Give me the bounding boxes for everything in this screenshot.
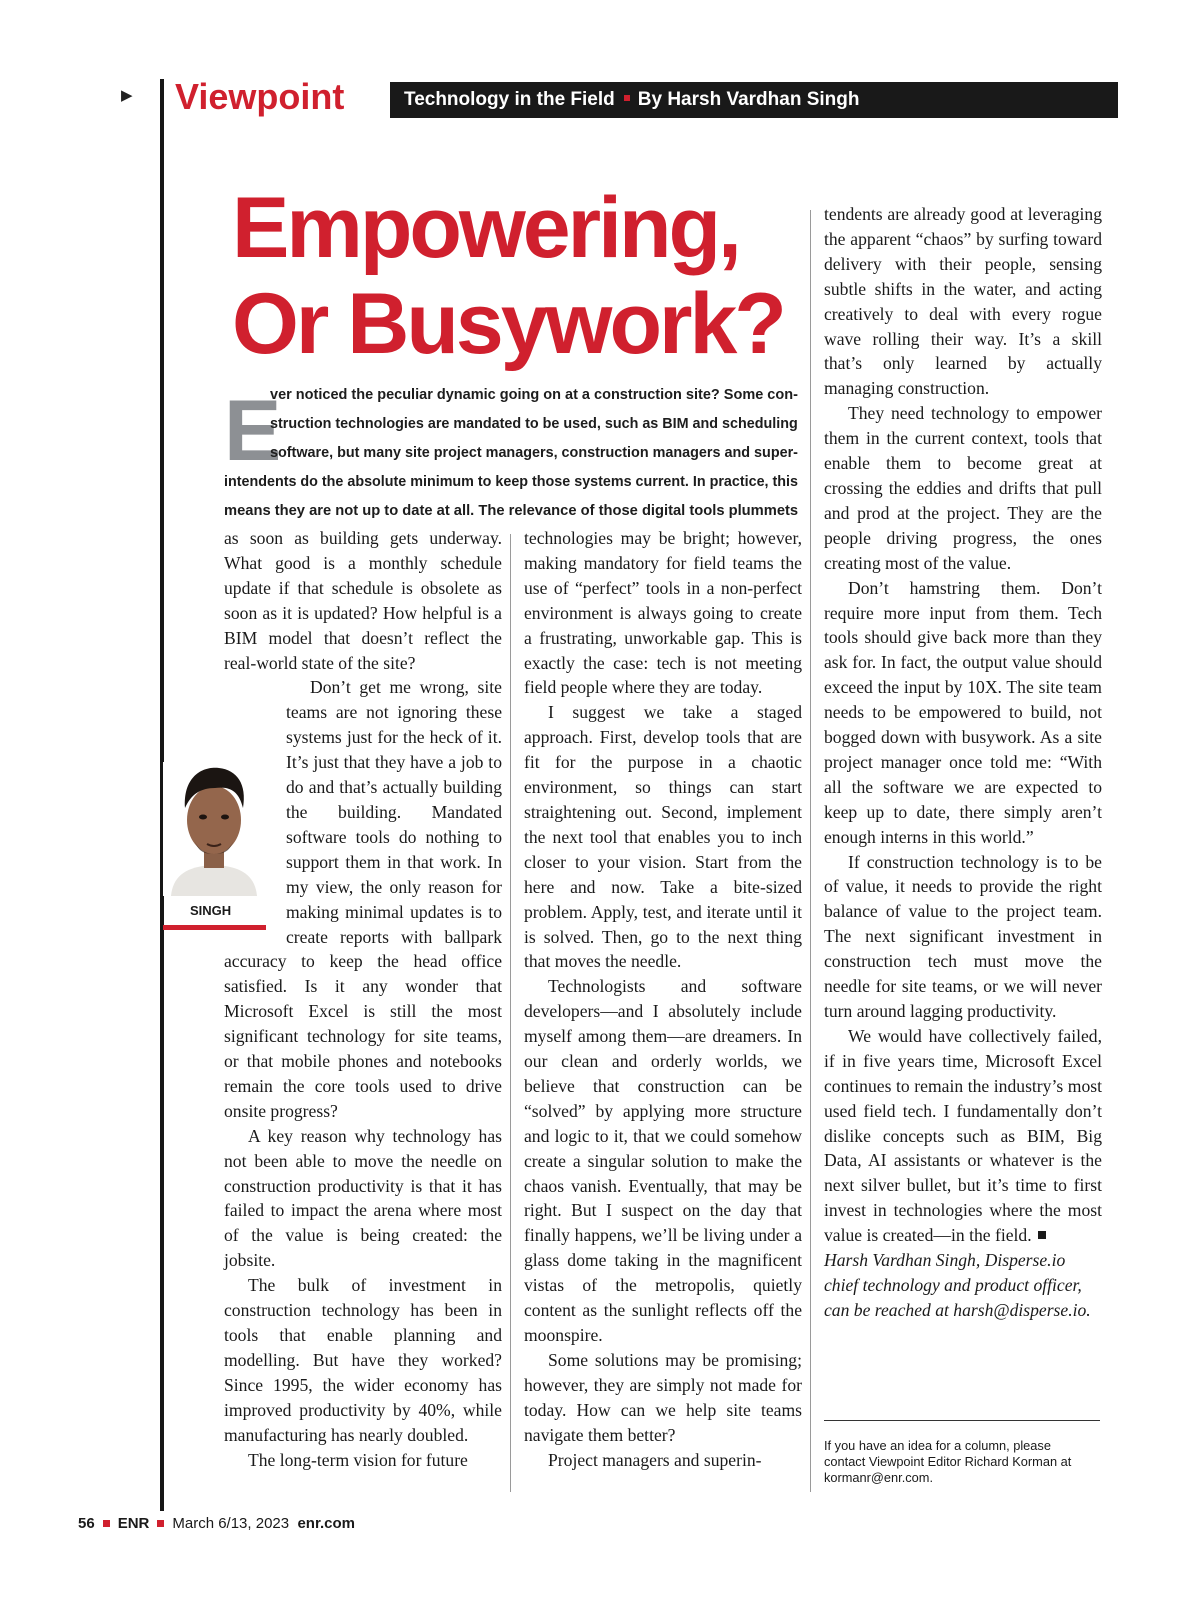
page-footer (78, 1515, 355, 1532)
column-rule (810, 210, 811, 1492)
body-paragraph: The long-term vision for future (248, 1449, 468, 1470)
body-paragraph: Project managers and superin- (548, 1449, 762, 1470)
lead-line: software, but many site project managers, construction managers and super- (270, 444, 798, 461)
photo-caption: SINGH (190, 903, 232, 918)
lead-line: struction technologies are mandated to be used, such as BIM and scheduling (270, 415, 798, 432)
author-signature: Harsh Vardhan Singh, Disperse.io chief technology and product officer, can be reached at harsh@disperse.io. (824, 1250, 1091, 1320)
magazine-name: ENR (117, 1515, 150, 1532)
lead-line: intendents do the absolute minimum to keep those systems current. In practice, this (224, 473, 798, 490)
lead-line: means they are not up to date at all. The relevance of those digital tools plummets (224, 502, 799, 519)
body-paragraph: Some solutions may be promising; however, they are simply not made for today. How can we help site teams navigate them better? (524, 1349, 802, 1445)
body-paragraph: They need technology to empower them in the current context, tools that enable them to become great at crossing the eddies and drifts that pull and prod at the project. They are the people driving progress, the ones creating most of the value. (824, 403, 1102, 573)
body-column-1 (224, 526, 502, 1472)
body-paragraph: as soon as building gets underway. What good is a monthly schedule update if that schedule is obsolete as soon as it is updated? How helpful is a BIM model that doesn’t reflect the real-world state of the site? (224, 528, 502, 673)
headline (232, 180, 832, 372)
author-photo (163, 762, 265, 896)
body-paragraph: I suggest we take a staged approach. First, develop tools that are fit for the purpose in a chaotic environment, so things can start straightening out. Second, implement the next tool that enables you to inch closer to your vision. Start from the here and now. Take a bite-sized problem. Apply, test, and iterate until it is solved. Then, go to the next thing that moves the needle. (524, 702, 802, 972)
closing-text: We would have collectively failed, if in five years time, Microsoft Excel continues to remain the industry’s most used field tech. I fundamentally don’t dislike concepts such as BIM, Big Data, AI assistants or whatever is the next silver bullet, but it’s time to first invest in technologies where the most value is created—in the field. (824, 1025, 1102, 1246)
section-arrow-icon: ▶ (121, 86, 133, 104)
lead-line: ver noticed the peculiar dynamic going on at a construction site? Some con- (270, 386, 798, 403)
footer-square-icon (103, 1520, 110, 1527)
headline-line-2: Or Busywork? (232, 276, 784, 372)
body-paragraph: Don’t get me wrong, site teams are not ignoring these systems just for the heck of it. It’s just that they have a job to do and that’s actually building the building. Mandated software tools do nothing to support them in that work. In my view, the only reason for making minimal updates is to create reports with ballpark accuracy to keep the head office satisfied. Is it any wonder that Microsoft Excel is still the most significant technology for site teams, or that mobile phones and notebooks remain the core tools used to drive onsite progress? (224, 677, 502, 1121)
body-column-2 (524, 526, 802, 1472)
separator-square-icon (624, 95, 630, 101)
end-mark-icon (1038, 1231, 1046, 1239)
body-column-3 (824, 202, 1102, 1323)
body-paragraph: Technologists and software developers—and I absolutely include myself among them—are dreamers. In our clean and orderly worlds, we believe that construction can be “solved” by applying more structure and logic to it, that we could somehow create a singular solution to make the chaos vanish. Eventually, that may be right. But I suspect on the day that finally happens, we’ll be living under a glass dome taking in the magnificent vistas of the metropolis, quietly content as the sunlight reflects off the moonspire. (524, 976, 802, 1345)
page-number: 56 (78, 1515, 95, 1532)
body-paragraph (824, 1024, 1102, 1248)
column-rule (510, 534, 511, 1492)
section-title: Viewpoint (175, 76, 345, 117)
body-paragraph: If construction technology is to be of value, it needs to provide the right balance of value to the project team. The next significant investment in construction tech must move the needle for site teams, or we will never turn around lagging productivity. (824, 851, 1102, 1021)
editor-note: If you have an idea for a column, please contact Viewpoint Editor Richard Korman at kormanr@enr.com. (824, 1438, 1072, 1485)
note-rule (824, 1420, 1100, 1421)
body-paragraph: The bulk of investment in construction technology has been in tools that enable planning and modelling. But have they worked? Since 1995, the wider economy has improved productivity by 40%, while manufacturing has nearly doubled. (224, 1275, 502, 1445)
issue-date: March 6/13, 2023 (172, 1515, 290, 1532)
column-bar (390, 82, 1118, 118)
footer-square-icon (157, 1520, 164, 1527)
column-name: Technology in the Field (404, 89, 615, 110)
body-paragraph: A key reason why technology has not been able to move the needle on construction productivity is that it has failed to impact the arena where most of the value is being created: the jobsite. (224, 1125, 502, 1271)
byline: By Harsh Vardhan Singh (637, 89, 860, 110)
headline-line-1: Empowering, (232, 180, 739, 276)
drop-cap: E (224, 383, 282, 479)
body-paragraph: tendents are already good at leveraging the apparent “chaos” by surfing toward delivery with their people, sensing subtle shifts in the water, and acting creatively to deal with every rogue wave rolling their way. It’s a skill that’s only learned by actually managing construction. (824, 204, 1102, 399)
body-paragraph: Don’t hamstring them. Don’t require more input from them. Tech tools should give back more than they ask for. In fact, the output value should exceed the input by 10X. The site team needs to be empowered to build, not bogged down with busywork. As a site project manager once told me: “With all the software we are expected to keep up to date, there simply aren’t enough interns in this world.” (824, 577, 1102, 847)
body-paragraph: technologies may be bright; however, making mandatory for field teams the use of “perfect” tools in a non-perfect environment is always going to create a frustrating, unworkable gap. This is exactly the case: tech is not meeting field people where they are today. (524, 528, 802, 698)
caption-rule (163, 925, 266, 930)
website: enr.com (297, 1515, 355, 1532)
